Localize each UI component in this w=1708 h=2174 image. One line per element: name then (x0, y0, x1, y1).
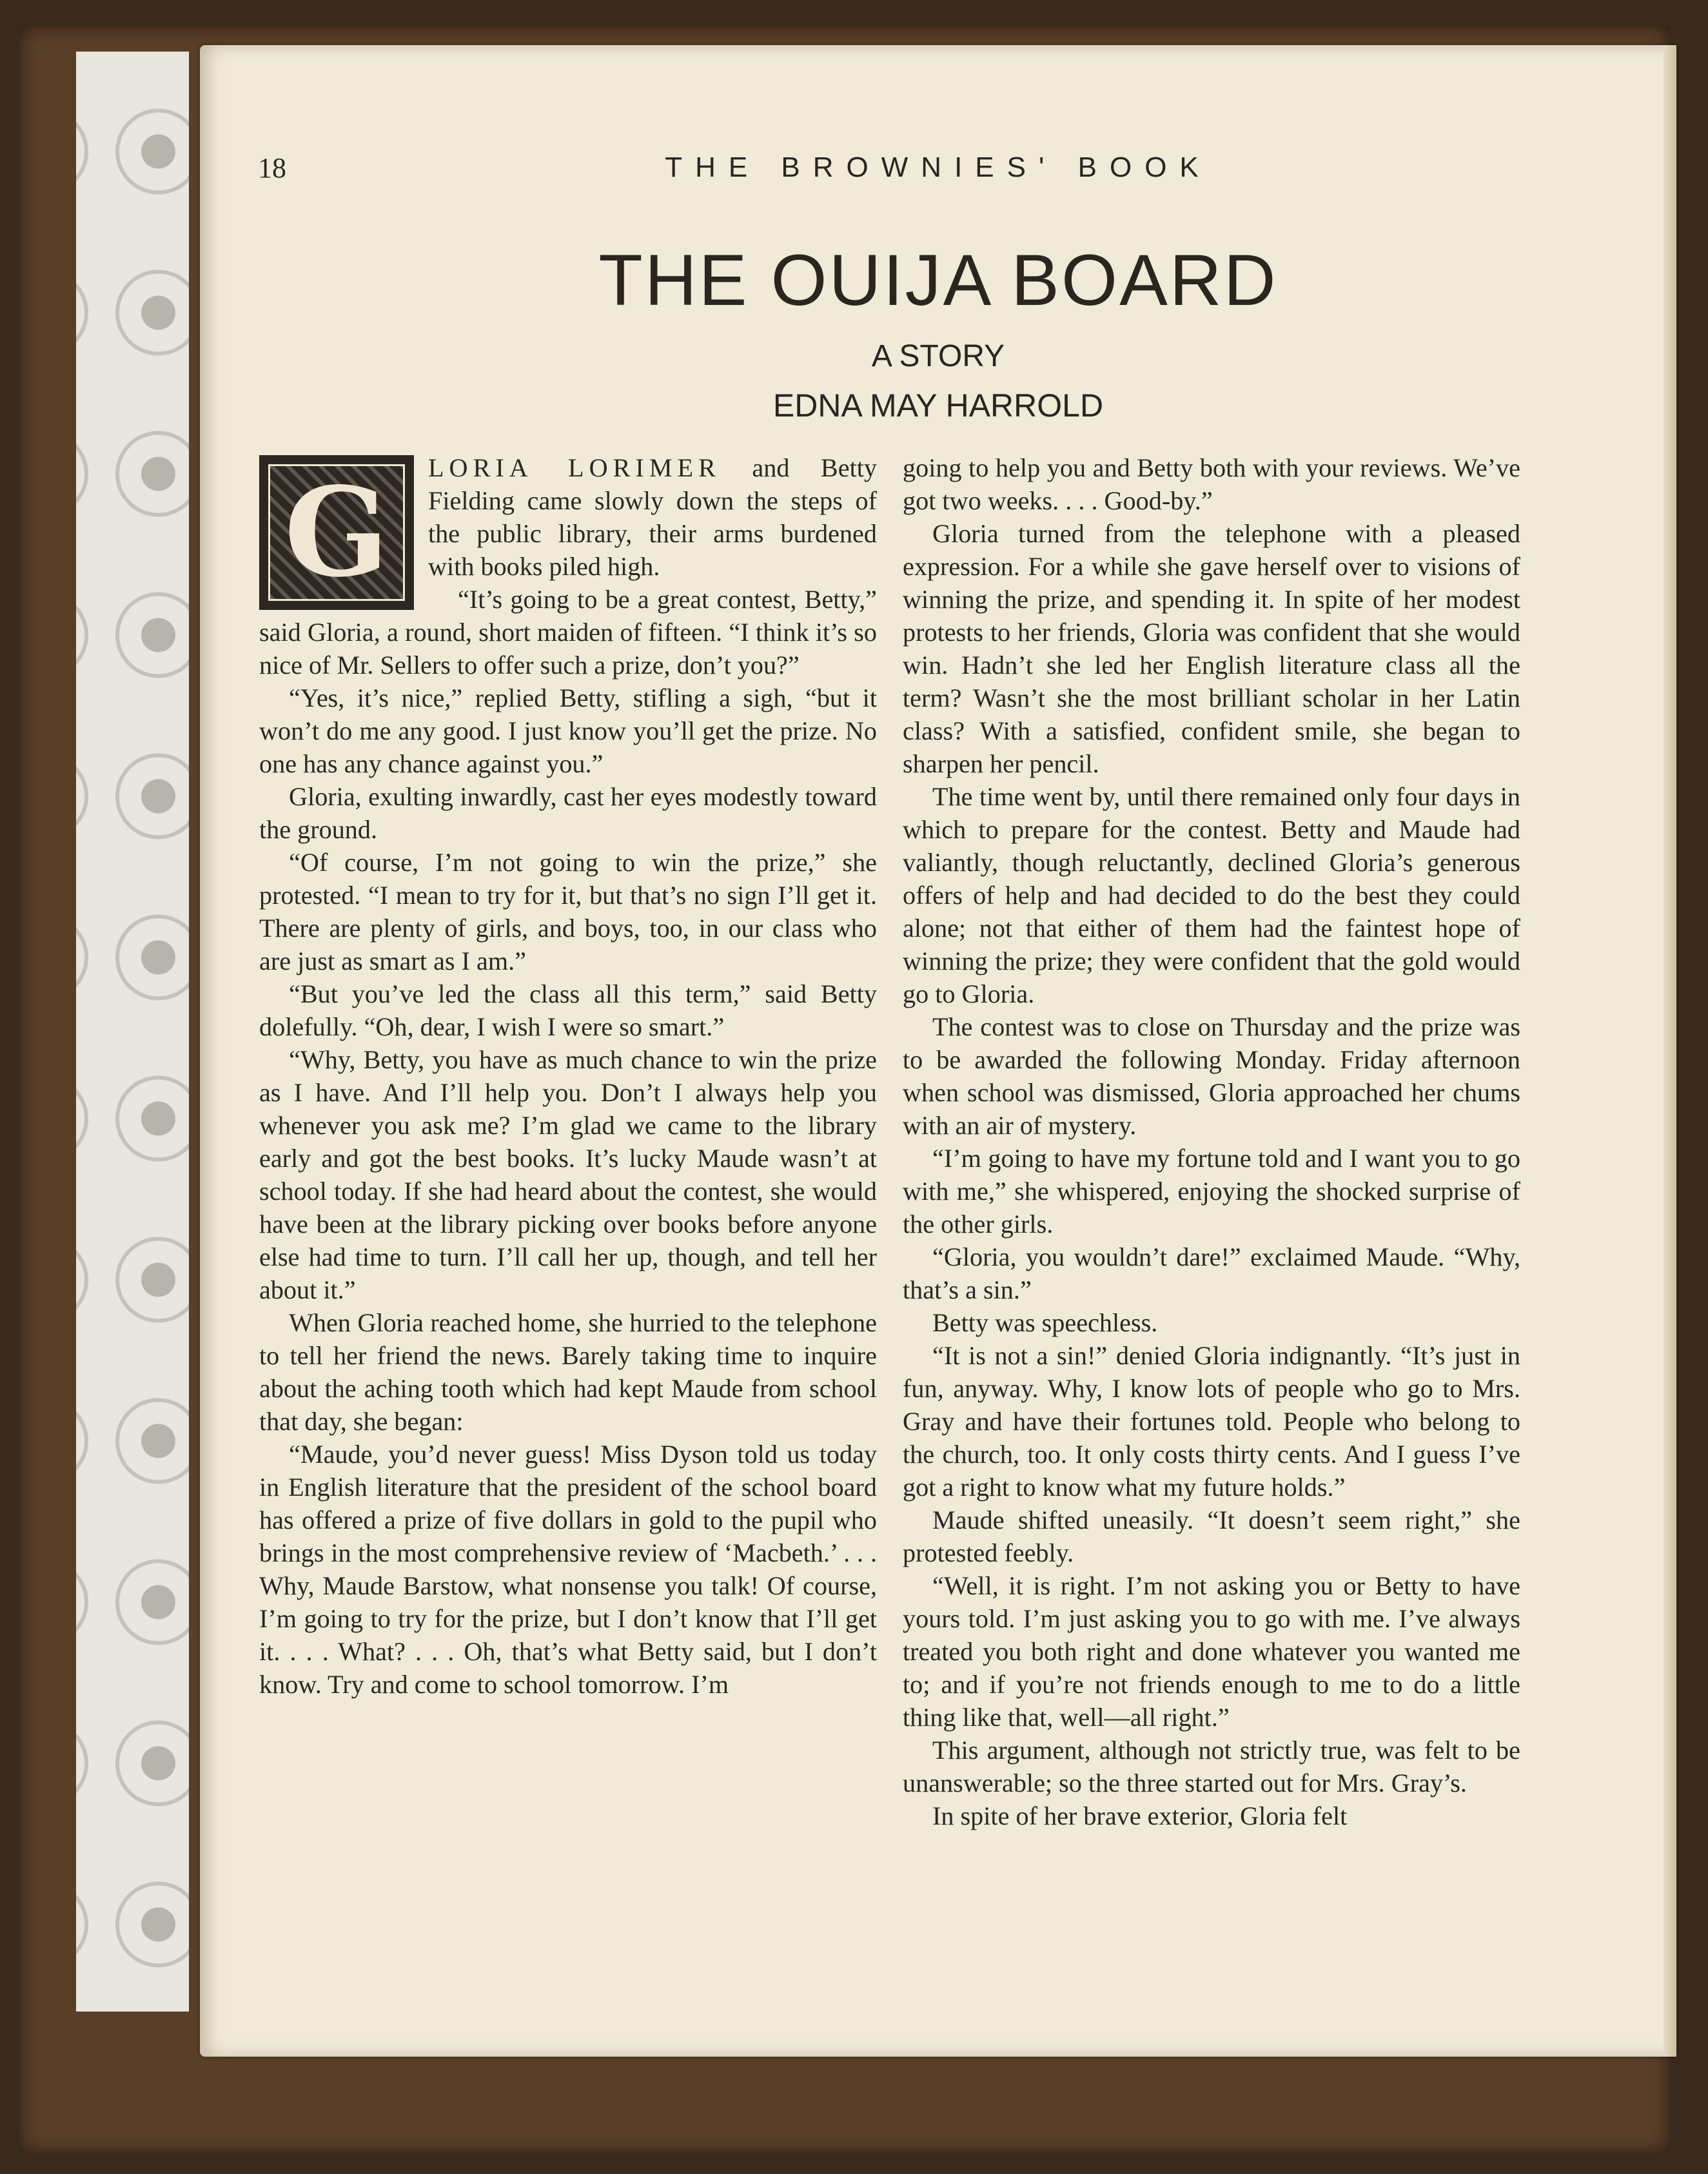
paragraph: “Yes, it’s nice,” replied Betty, stifling a sigh, “but it won’t do me any good. I just know you’ll get the prize. No one has any chance against you.” (259, 683, 877, 778)
drop-cap-letter: G (284, 460, 389, 604)
paragraph: “Gloria, you wouldn’t dare!” exclaimed Maude. “Why, that’s a sin.” (903, 1242, 1520, 1304)
journal-title: THE BROWNIES' BOOK (665, 152, 1212, 183)
running-head (258, 152, 1618, 190)
paragraph: “But you’ve led the class all this term,” said Betty dolefully. “Oh, dear, I wish I were so smart.” (259, 979, 877, 1041)
endpaper-bookplate-pattern (76, 52, 189, 2012)
page-number: 18 (258, 152, 286, 184)
lead-text: and Betty Fielding came slowly down the steps of the public library, their arms burdened with books piled high. (428, 453, 877, 581)
paragraph: “Maude, you’d never guess! Miss Dyson told us today in English literature that the president of the school board has offered a prize of five dollars in gold to the pupil who brings in the most comprehensive review of ‘Macbeth.’ . . . Why, Maude Barstow, what nonsense you talk! Of course, I’m going to try for the prize, but I don’t know that I’ll get it. . . . What? . . . Oh, that’s what Betty said, but I don’t know. Try and come to school tomorrow. I’m (259, 1440, 877, 1699)
paragraph: “It’s going to be a great contest, Betty,” said Gloria, a round, short maiden of fifteen. “I think it’s so nice of Mr. Sellers to offer such a prize, don’t you?” (259, 585, 877, 680)
paragraph: “I’m going to have my fortune told and I want you to go with me,” she whispered, enjoying the shocked surprise of the other girls. (903, 1144, 1520, 1239)
lead-name: LORIA LORIMER (428, 453, 721, 482)
paragraph: “Why, Betty, you have as much chance to win the prize as I have. And I’ll help you. Don’t I always help you whenever you ask me? I’m glad we came to the library early and got the best books. It’s lucky Maude wasn’t at school today. If she had heard about the contest, she would have been at the library picking over books before anyone else had time to turn. I’ll call her up, though, and tell her about it.” (259, 1045, 877, 1304)
continued-paragraph: going to help you and Betty both with your reviews. We’ve got two weeks. . . . Good-by.” (903, 453, 1520, 515)
left-column (259, 451, 877, 2018)
magazine-page (200, 45, 1676, 2057)
story-title: THE OUIJA BOARD (598, 240, 1278, 320)
ornamental-drop-cap (259, 455, 414, 610)
paragraph: This argument, although not strictly true, was felt to be unanswerable; so the three started out for Mrs. Gray’s. (903, 1736, 1520, 1797)
paragraph: In spite of her brave exterior, Gloria felt (932, 1801, 1348, 1830)
paragraph: “Well, it is right. I’m not asking you or Betty to have yours told. I’m just asking you to go with me. I’ve always treated you both right and done whatever you wanted me to; and if you’re not friends enough to me to do a little thing like that, well—all right.” (903, 1571, 1520, 1732)
paragraph: The time went by, until there remained only four days in which to prepare for the contest. Betty and Maude had valiantly, though reluctantly, declined Gloria’s generous offers of help and had decided to do the best they could alone; not that either of them had the faintest hope of winning the prize; they were confident that the gold would go to Gloria. (903, 782, 1520, 1008)
paragraph: “Of course, I’m not going to win the prize,” she protested. “I mean to try for it, but that’s no sign I’ll get it. There are plenty of girls, and boys, too, in our class who are just as smart as I am.” (259, 848, 877, 975)
paragraph: Betty was speechless. (932, 1308, 1158, 1337)
paragraph: Maude shifted uneasily. “It doesn’t seem right,” she protested feebly. (903, 1505, 1520, 1567)
paragraph: The contest was to close on Thursday and the prize was to be awarded the following Monday. Friday afternoon when school was dismissed, Gloria approached her chums with an air of mystery. (903, 1012, 1520, 1140)
right-column (903, 451, 1520, 2018)
paragraph: When Gloria reached home, she hurried to the telephone to tell her friend the news. Barely taking time to inquire about the aching tooth which had kept Maude from school that day, she began: (259, 1308, 877, 1436)
story-subtitle: A STORY (871, 339, 1005, 373)
paragraph: Gloria turned from the telephone with a pleased expression. For a while she gave herself over to visions of winning the prize, and spending it. In spite of her modest protests to her friends, Gloria was confident that she would win. Hadn’t she led her English literature class all the term? Wasn’t she the most brilliant scholar in her Latin class? With a satisfied, confident smile, she began to sharpen her pencil. (903, 519, 1520, 778)
paragraph: Gloria, exulting inwardly, cast her eyes modestly toward the ground. (259, 782, 877, 844)
story-author: EDNA MAY HARROLD (772, 387, 1104, 424)
paragraph: “It is not a sin!” denied Gloria indignantly. “It’s just in fun, anyway. Why, I know lots of people who go to Mrs. Gray and have their fortunes told. People who belong to the church, too. It only costs thirty cents. And I guess I’ve got a right to know what my future holds.” (903, 1341, 1520, 1502)
